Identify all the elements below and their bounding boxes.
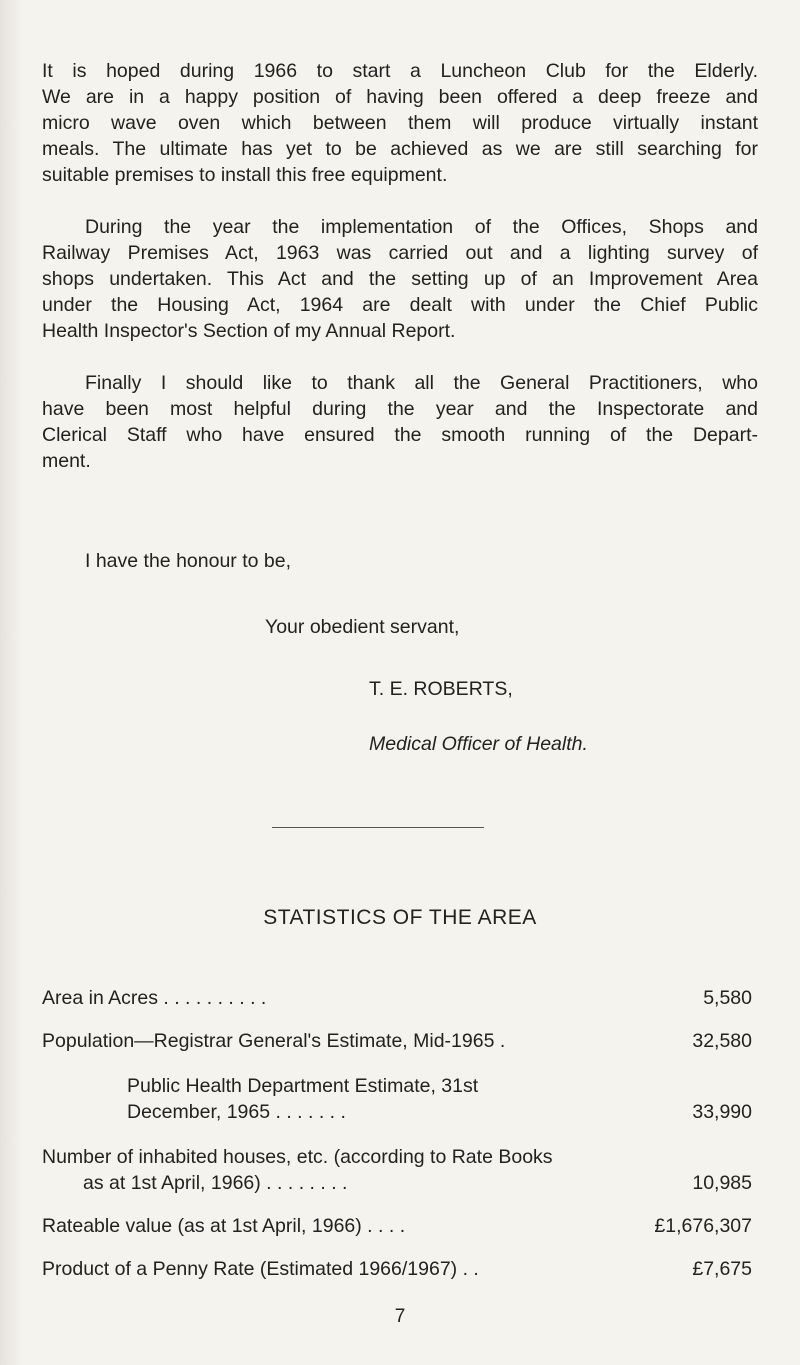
stat-label-penny-rate: Product of a Penny Rate (Estimated 1966/1967) . . bbox=[42, 1258, 479, 1280]
stat-label-area: Area in Acres . . . . . . . . . . bbox=[42, 987, 267, 1009]
statistics-heading: STATISTICS OF THE AREA bbox=[263, 906, 537, 929]
paragraph-thanks bbox=[42, 370, 758, 474]
signatory-name: T. E. ROBERTS, bbox=[369, 678, 513, 700]
text-line: suitable premises to install this free equipment. bbox=[42, 164, 448, 186]
text-line: under the Housing Act, 1964 are dealt with under the Chief Public bbox=[42, 294, 758, 316]
text-line: micro wave oven which between them will produce virtually instant bbox=[42, 112, 758, 134]
stat-value-houses: 10,985 bbox=[692, 1172, 752, 1194]
signatory-title: Medical Officer of Health. bbox=[369, 733, 588, 755]
closing-servant: Your obedient servant, bbox=[265, 616, 460, 638]
text-line: ment. bbox=[42, 450, 91, 472]
stat-value-area: 5,580 bbox=[703, 987, 752, 1009]
text-line: During the year the implementation of the Offices, Shops and bbox=[85, 216, 758, 238]
paragraph-offices-shops-act bbox=[42, 214, 758, 344]
stat-value-phd-estimate: 33,990 bbox=[692, 1101, 752, 1123]
text-line: meals. The ultimate has yet to be achieved as we are still searching for bbox=[42, 138, 758, 160]
stat-label-phd-estimate-line1: Public Health Department Estimate, 31st bbox=[127, 1075, 479, 1097]
text-line: Clerical Staff who have ensured the smooth running of the Depart- bbox=[42, 424, 758, 446]
page-number: 7 bbox=[394, 1306, 406, 1327]
text-line: shops undertaken. This Act and the setting up of an Improvement Area bbox=[42, 268, 758, 290]
stat-value-population: 32,580 bbox=[692, 1030, 752, 1052]
stat-label-houses-line2: as at 1st April, 1966) . . . . . . . . bbox=[83, 1172, 348, 1194]
stat-label-population: Population—Registrar General's Estimate, Mid-1965 . bbox=[42, 1030, 506, 1052]
text-line: have been most helpful during the year and the Inspectorate and bbox=[42, 398, 758, 420]
closing-honour: I have the honour to be, bbox=[85, 550, 291, 572]
text-line: It is hoped during 1966 to start a Luncheon Club for the Elderly. bbox=[42, 60, 758, 82]
text-line: Finally I should like to thank all the General Practitioners, who bbox=[85, 372, 758, 394]
section-divider bbox=[272, 827, 484, 828]
text-line: Railway Premises Act, 1963 was carried out and a lighting survey of bbox=[42, 242, 758, 264]
stat-label-phd-estimate-line2: December, 1965 . . . . . . . bbox=[127, 1101, 346, 1123]
stat-value-penny-rate: £7,675 bbox=[692, 1258, 752, 1280]
paragraph-luncheon-club bbox=[42, 58, 758, 188]
stat-label-rateable-value: Rateable value (as at 1st April, 1966) . . . . bbox=[42, 1215, 406, 1237]
stat-label-houses-line1: Number of inhabited houses, etc. (according to Rate Books bbox=[42, 1146, 553, 1168]
stat-value-rateable-value: £1,676,307 bbox=[654, 1215, 752, 1237]
text-line: Health Inspector's Section of my Annual Report. bbox=[42, 320, 456, 342]
scan-edge-shading bbox=[0, 0, 22, 1365]
text-line: We are in a happy position of having been offered a deep freeze and bbox=[42, 86, 758, 108]
